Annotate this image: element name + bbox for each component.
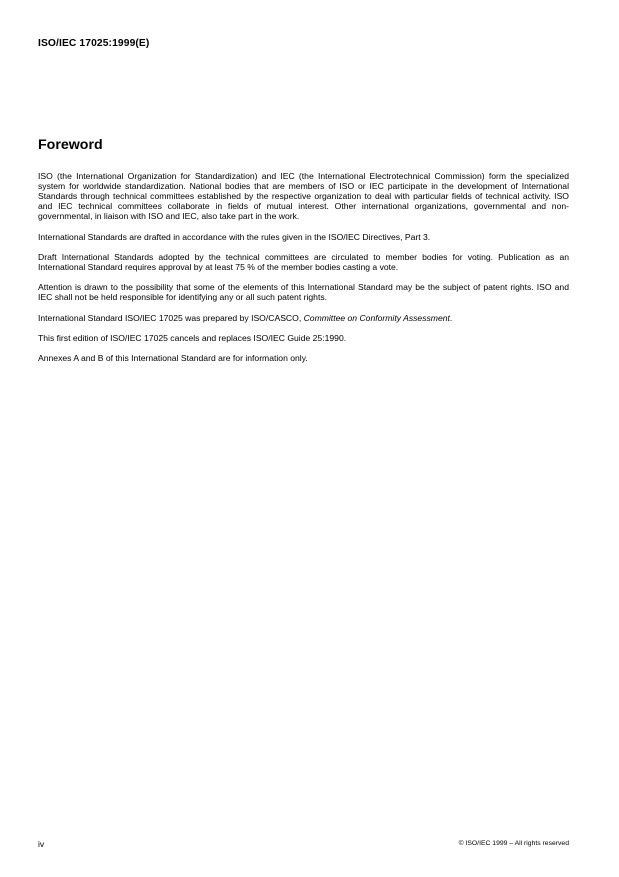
- committee-name: Committee on Conformity Assessment: [303, 312, 450, 323]
- page-number: iv: [38, 839, 45, 849]
- foreword-paragraph-organizations: ISO (the International Organization for Standardization) and IEC (the International Electrotechnical Commission) form the specialized system for worldwide standardization. National bodies that are members of ISO or IEC participate in the development of International Standards through technical committees established by the respective organization to deal with particular fields of technical activity. ISO and IEC technical committees collaborate in fields of mutual interest. Other international organizations, governmental and non-governmental, in liaison with ISO and IEC, also take part in the work.: [38, 171, 569, 222]
- copyright-notice: © ISO/IEC 1999 – All rights reserved: [458, 840, 569, 847]
- document-identifier: ISO/IEC 17025:1999(E): [38, 38, 150, 49]
- preparation-text: International Standard ISO/IEC 17025 was prepared by ISO/CASCO,: [38, 312, 304, 323]
- foreword-paragraph-edition: This first edition of ISO/IEC 17025 cancels and replaces ISO/IEC Guide 25:1990.: [38, 332, 347, 343]
- foreword-paragraph-voting: Draft International Standards adopted by the technical committees are circulated to member bodies for voting. Publication as an International Standard requires approval by at least 75 % of the member bodies casting a vote.: [38, 251, 569, 273]
- foreword-heading: Foreword: [38, 137, 103, 153]
- foreword-paragraph-patents: Attention is drawn to the possibility that some of the elements of this International Standard may be the subject of patent rights. ISO and IEC shall not be held responsible for identifying any or all such patent rights.: [38, 282, 569, 303]
- preparation-period: .: [449, 312, 453, 323]
- foreword-paragraph-directives: International Standards are drafted in accordance with the rules given in the ISO/IEC Directives, Part 3.: [38, 231, 431, 242]
- foreword-paragraph-preparation: [38, 313, 569, 323]
- foreword-body: [38, 171, 569, 374]
- foreword-paragraph-annexes: Annexes A and B of this International Standard are for information only.: [38, 353, 308, 364]
